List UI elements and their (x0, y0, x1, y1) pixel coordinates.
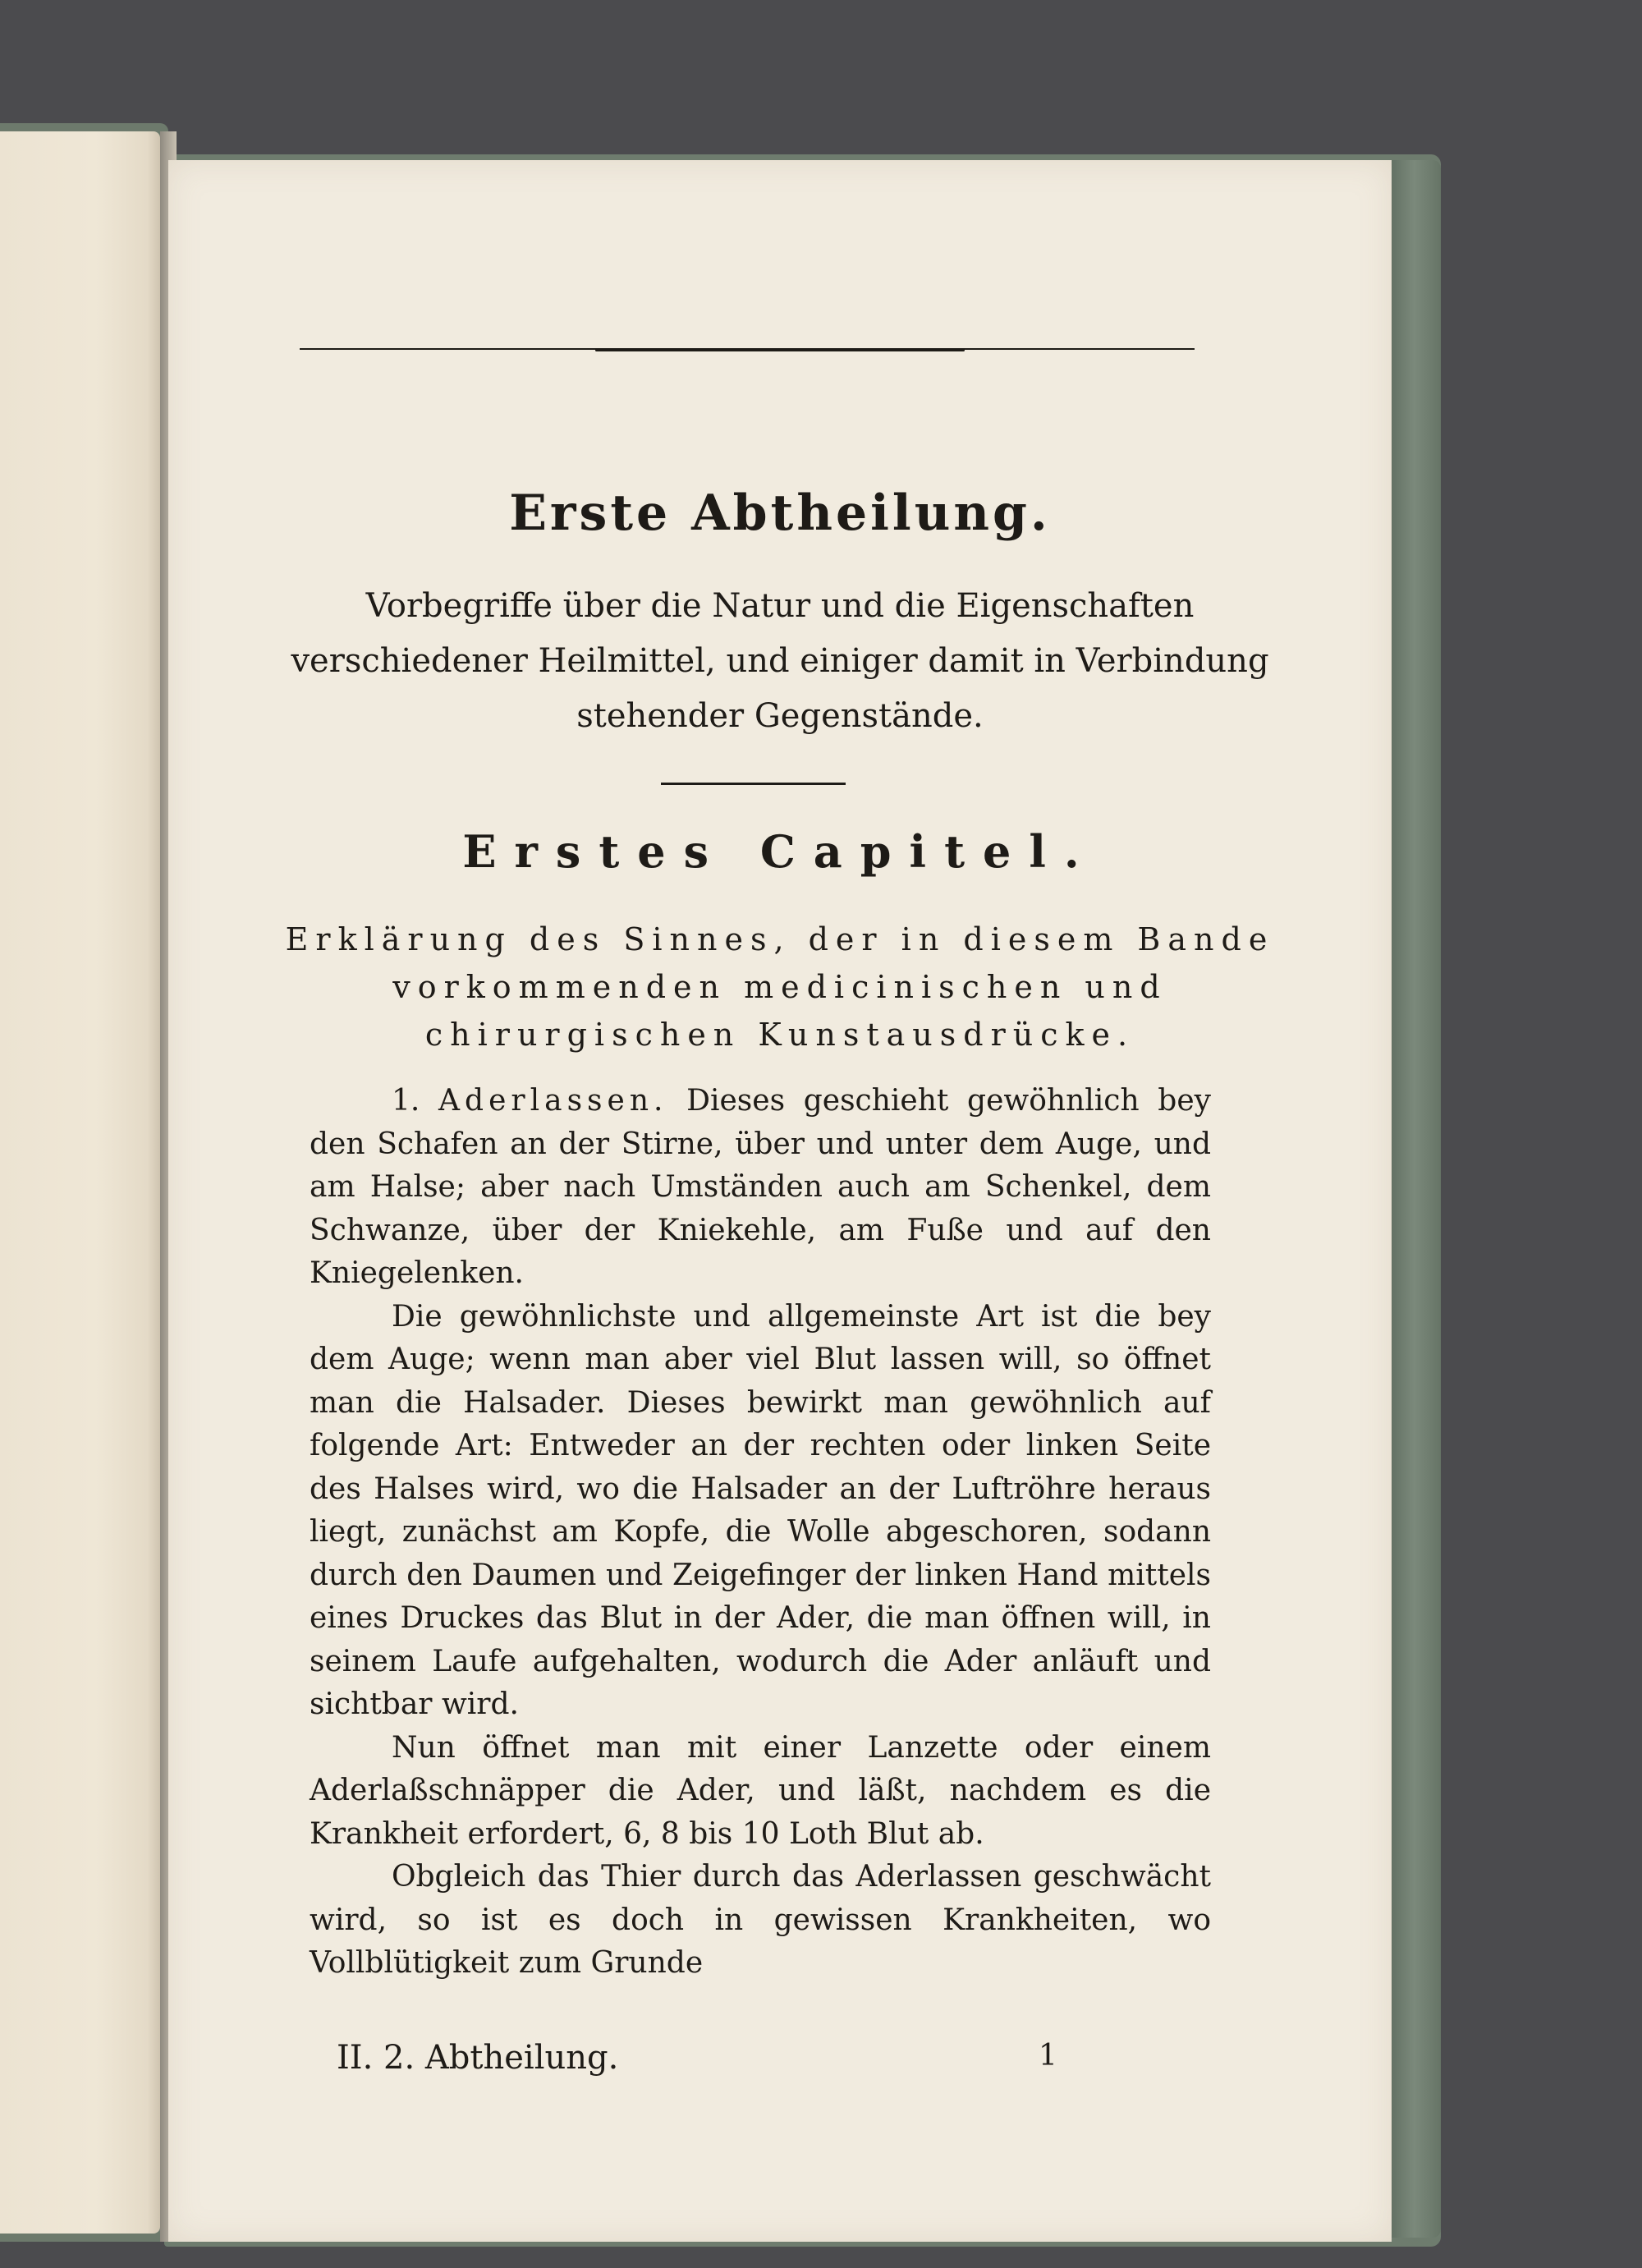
previous-page-edge (0, 131, 160, 2234)
entry-term: Aderlassen. (438, 1084, 668, 1118)
entry-number: 1. (392, 1084, 420, 1118)
book-page (168, 160, 1392, 2242)
page-content (168, 160, 1392, 2242)
signature-mark: II. 2. Abtheilung. (337, 2039, 619, 2077)
section-divider (661, 783, 846, 785)
part-subtitle: Vorbegriffe über die Natur und die Eigenschaften verschiedener Heilmittel, und einiger damit in Verbindung stehender Gegenstände. (291, 587, 1269, 735)
chapter-title: Erstes Capitel. (462, 825, 1098, 878)
body-text (310, 1080, 1211, 1986)
part-title: Erste Abtheilung. (509, 484, 1051, 542)
book-cover-edge (1387, 160, 1441, 2238)
paragraph-3: Nun öffnet man mit einer Lanzette oder einem Aderlaßschnäpper die Ader, und läßt, nachdem es die Krankheit erfordert, 6, 8 bis 10 Loth Blut ab. (310, 1730, 1211, 1851)
paragraph-4: Obgleich das Thier durch das Aderlassen geschwächt wird, so ist es doch in gewissen Krankheiten, wo Vollblütigkeit zum Grunde (310, 1860, 1211, 1980)
top-ornamental-rule (300, 347, 1195, 352)
paragraph-2: Die gewöhnlichste und allgemeinste Art ist die bey dem Auge; wenn man aber viel Blut lassen will, so öffnet man die Halsader. Dieses bewirkt man gewöhnlich auf folgende Art: Entweder an der rechten oder linken Seite des Halses wird, wo die Halsader an der Luftröhre heraus liegt, zunächst am Kopfe, die Wolle abgeschoren, sodann durch den Daumen und Zeigefinger der linken Hand mittels eines Druckes das Blut in der Ader, die man öffnen will, in seinem Laufe aufgehalten, wodurch die Ader anläuft und sichtbar wird. (310, 1299, 1211, 1721)
page-number: 1 (1039, 2039, 1057, 2073)
page-footer (337, 2039, 1199, 2077)
paragraph-1 (310, 1080, 1211, 1296)
paragraph-1-text: Dieses geschieht gewöhnlich bey den Schafen an der Stirne, über und unter dem Auge, und am Halse; aber nach Umständen auch am Schenkel, dem Schwanze, über der Kniekehle, am Fuße und auf den Kniegelenken. (310, 1084, 1211, 1290)
chapter-subtitle: Erklärung des Sinnes, der in diesem Bande vorkommenden medicinischen und chirurgischen Kunstausdrücke. (285, 921, 1275, 1053)
